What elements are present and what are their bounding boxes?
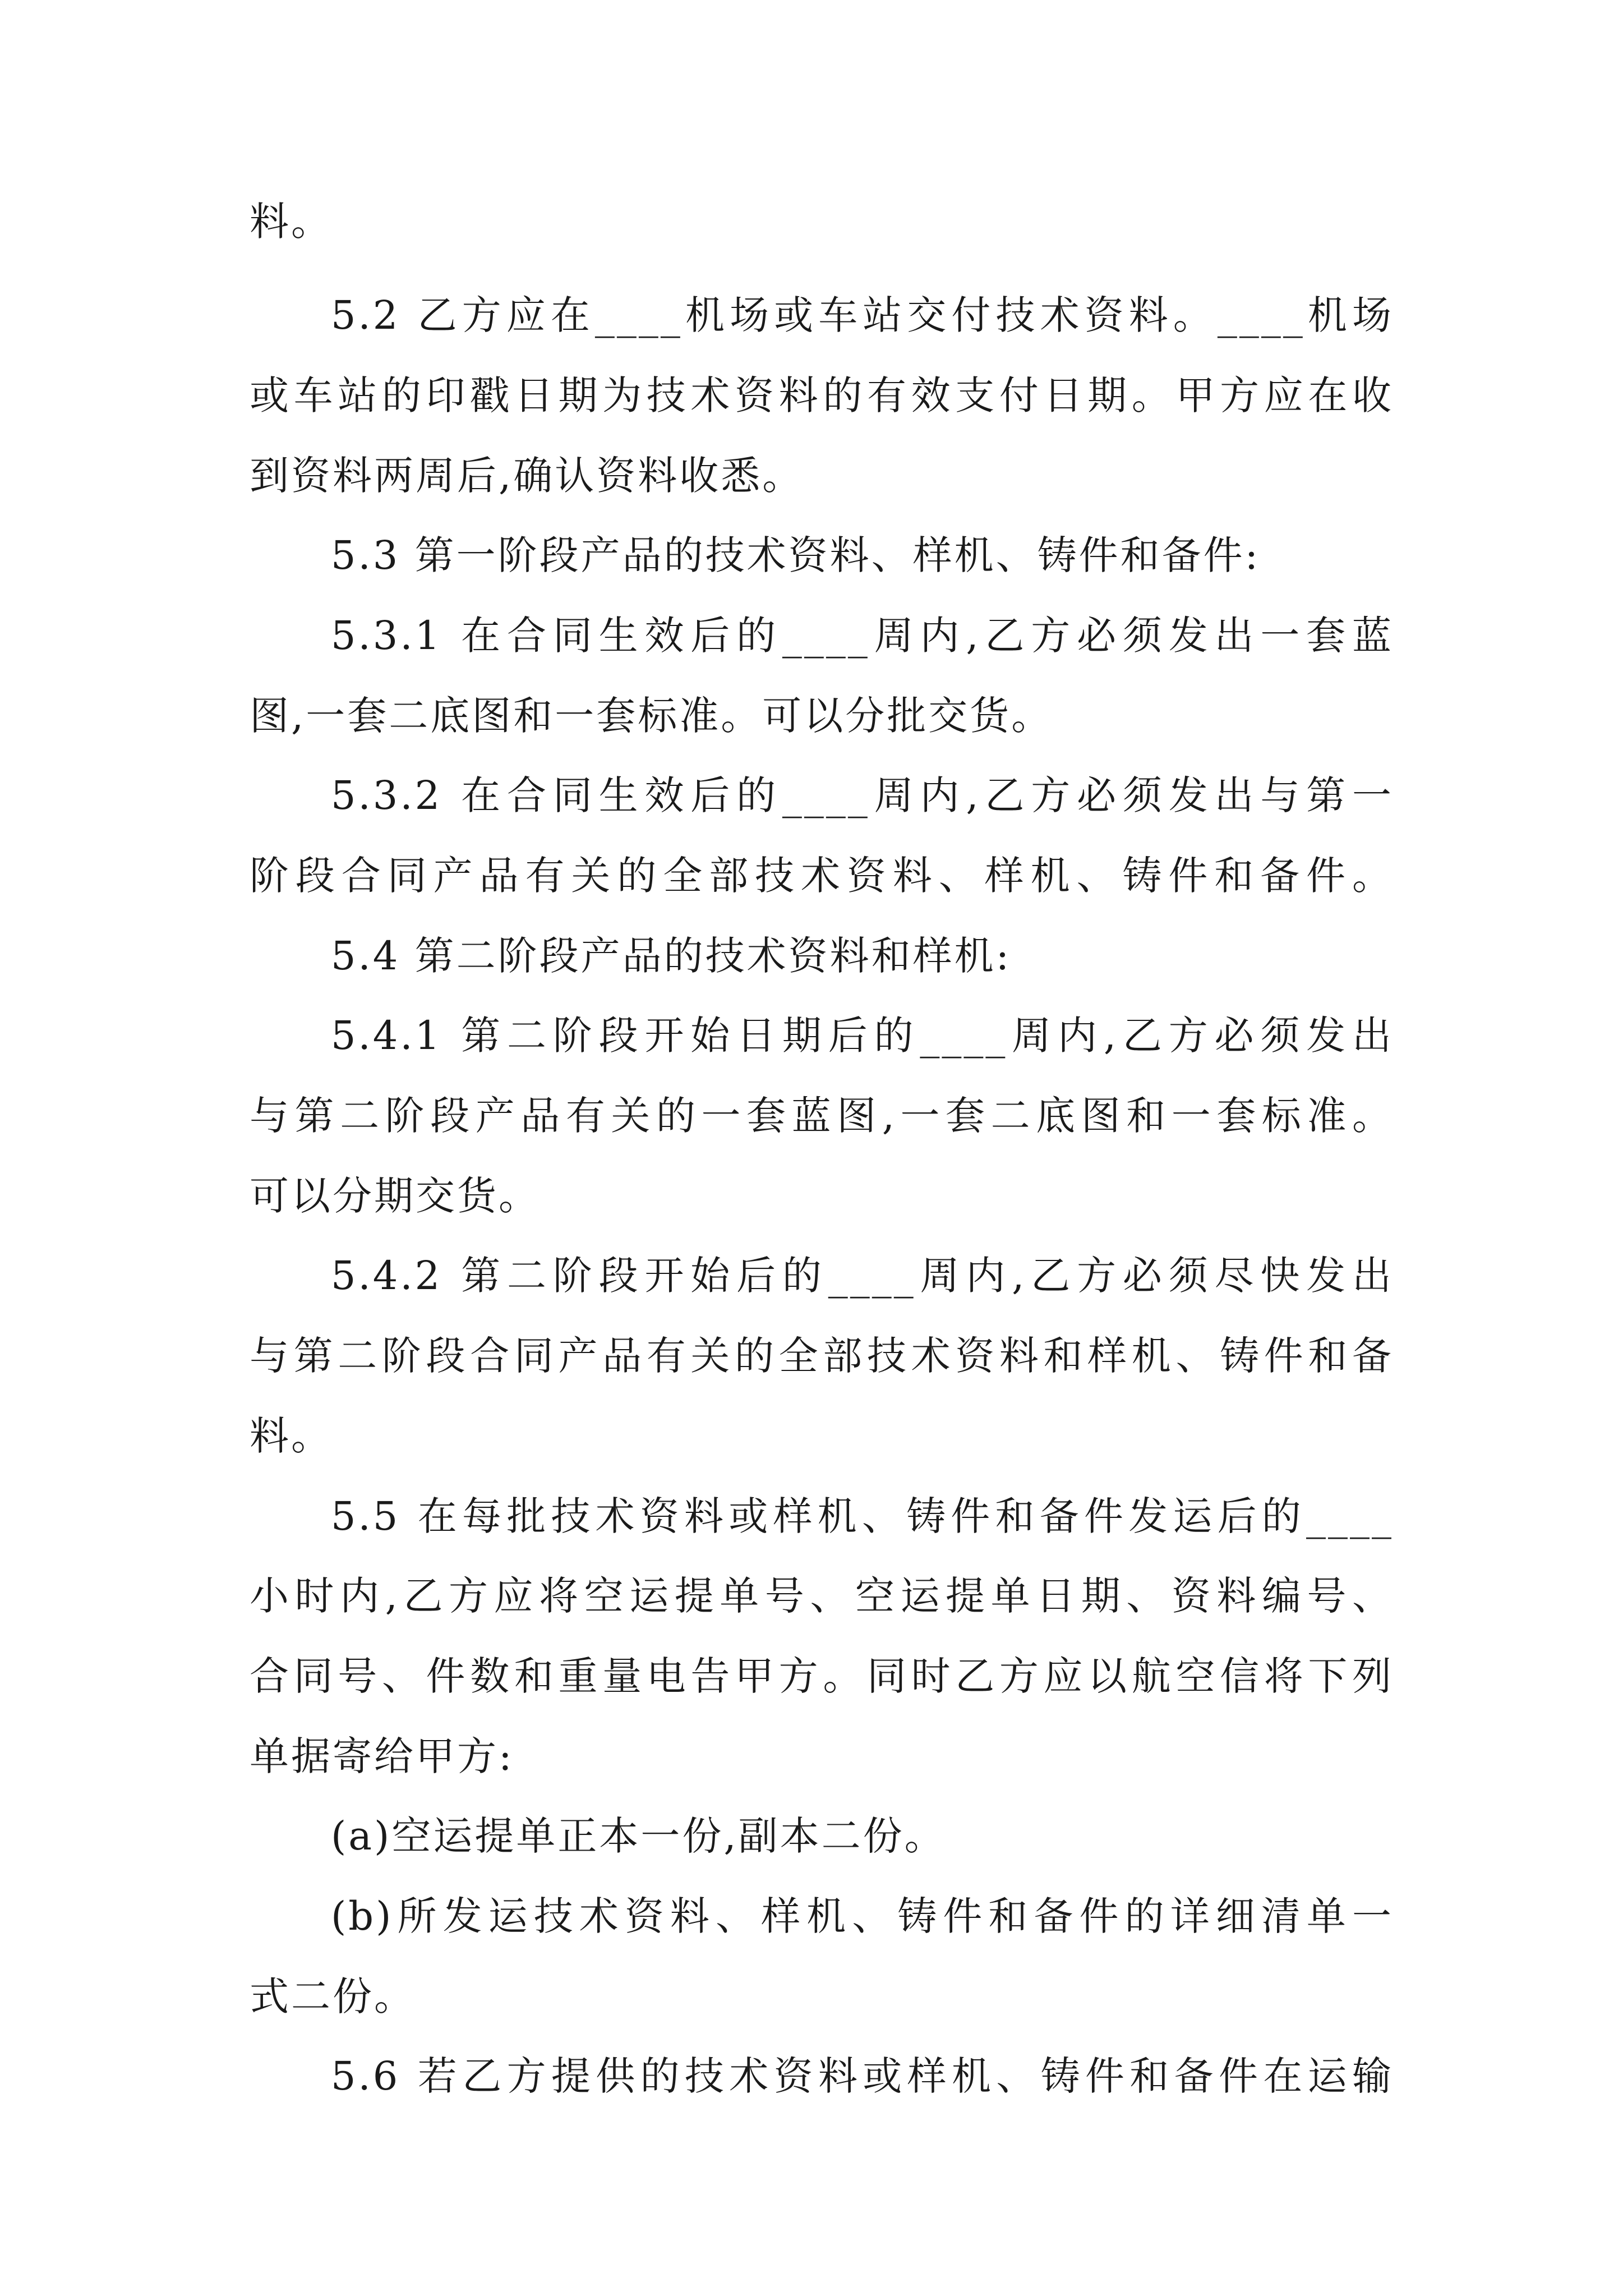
clause-5-3: 5.3 第一阶段产品的技术资料、样机、铸件和备件: xyxy=(331,532,1261,578)
text-line: 与第二阶段合同产品有关的全部技术资料和样机、铸件和备 xyxy=(250,1333,1394,1379)
clause-5-3-2: 5.3.2 在合同生效后的____周内,乙方必须发出与第一 xyxy=(331,772,1394,818)
list-item-a: (a)空运提单正本一份,副本二份。 xyxy=(331,1813,946,1859)
text-line: 或车站的印戳日期为技术资料的有效支付日期。甲方应在收 xyxy=(250,372,1394,418)
text-line: 与第二阶段产品有关的一套蓝图,一套二底图和一套标准。 xyxy=(250,1093,1394,1139)
clause-5-4-1: 5.4.1 第二阶段开始日期后的____周内,乙方必须发出 xyxy=(331,1013,1394,1059)
text-line: 料。 xyxy=(250,199,333,245)
clause-5-3-1: 5.3.1 在合同生效后的____周内,乙方必须发出一套蓝 xyxy=(331,613,1394,659)
text-line: 阶段合同产品有关的全部技术资料、样机、铸件和备件。 xyxy=(250,853,1394,899)
text-line: 图,一套二底图和一套标准。可以分批交货。 xyxy=(250,693,1053,739)
text-line: 料。 xyxy=(250,1413,333,1459)
text-line: 小时内,乙方应将空运提单号、空运提单日期、资料编号、 xyxy=(250,1573,1394,1619)
text-line: 可以分期交货。 xyxy=(250,1173,540,1219)
text-line: 单据寄给甲方: xyxy=(250,1733,514,1779)
text-line: 到资料两周后,确认资料收悉。 xyxy=(250,453,804,499)
clause-5-2: 5.2 乙方应在____机场或车站交付技术资料。____机场 xyxy=(331,292,1394,338)
text-line: 式二份。 xyxy=(250,1973,416,2019)
clause-5-5: 5.5 在每批技术资料或样机、铸件和备件发运后的____ xyxy=(331,1493,1394,1539)
text-line: 合同号、件数和重量电告甲方。同时乙方应以航空信将下列 xyxy=(250,1653,1394,1699)
list-item-b: (b)所发运技术资料、样机、铸件和备件的详细清单一 xyxy=(331,1893,1394,1939)
clause-5-4-2: 5.4.2 第二阶段开始后的____周内,乙方必须尽快发出 xyxy=(331,1253,1394,1299)
clause-5-6: 5.6 若乙方提供的技术资料或样机、铸件和备件在运输 xyxy=(331,2053,1394,2099)
clause-5-4: 5.4 第二阶段产品的技术资料和样机: xyxy=(331,933,1012,979)
